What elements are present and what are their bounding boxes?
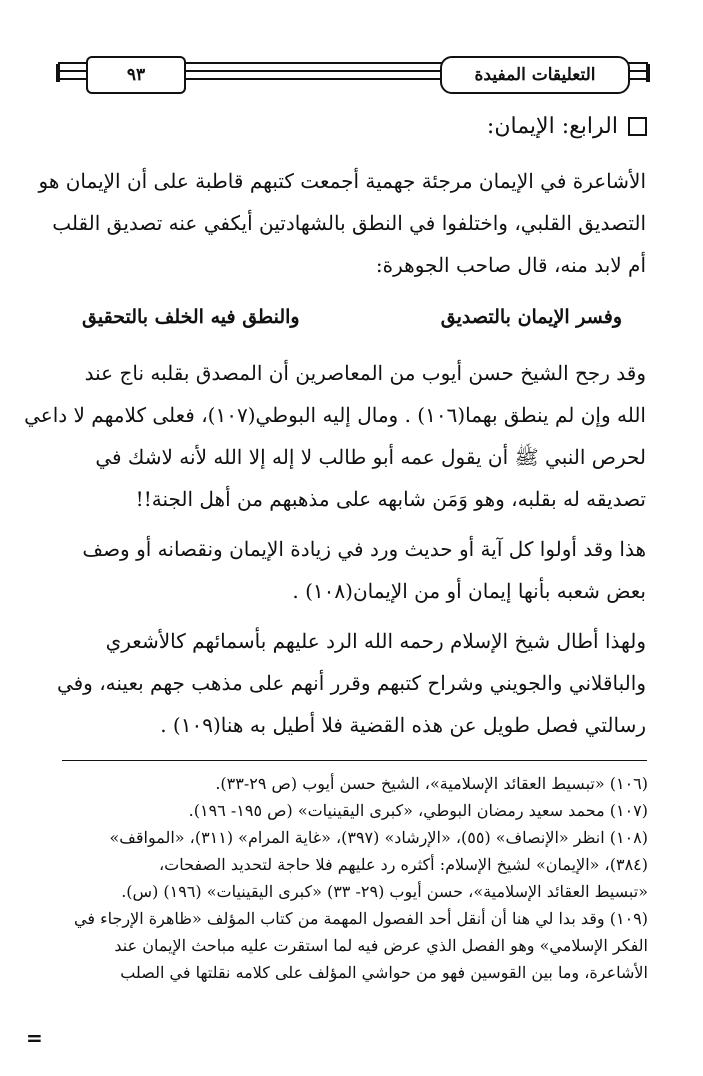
footnote-separator <box>62 760 647 761</box>
text-line: رسالتي فصل طويل عن هذه القضية فلا أطيل به هنا(١٠٩) . <box>160 713 646 737</box>
page-number: ٩٣ <box>86 56 186 94</box>
header-rule-end <box>646 64 650 82</box>
verse-first-hemistich: وفسر الإيمان بالتصديق <box>440 306 622 328</box>
poetry-verse <box>82 306 622 328</box>
square-bullet-icon <box>628 117 647 136</box>
verse-second-hemistich: والنطق فيه الخلف بالتحقيق <box>82 306 300 328</box>
footnote-line: (١٠٦) «تبسيط العقائد الإسلامية»، الشيخ حسن أيوب (ص ٢٩-٣٣). <box>215 774 648 793</box>
text-line: أم لابد منه، قال صاحب الجوهرة: <box>375 253 646 277</box>
footnote-line: (١٠٩) وقد بدا لي هنا أن أنقل أحد الفصول المهمة من كتاب المؤلف «ظاهرة الإرجاء في <box>74 909 648 928</box>
section-heading <box>487 114 647 139</box>
text-line: التصديق القلبي، واختلفوا في النطق بالشهادتين أيكفي عنه تصديق القلب <box>52 211 646 235</box>
text-line: تصديقه له بقلبه، وهو وَمَن شابهه على مذهبهم من أهل الجنة!! <box>135 487 646 511</box>
paragraph <box>56 620 646 746</box>
paragraph <box>24 352 646 520</box>
footnote-line: الأشاعرة، وما بين القوسين فهو من حواشي المؤلف على كلامه نقلتها في الصلب <box>120 963 648 982</box>
text-line: الله وإن لم ينطق بهما(١٠٦) . ومال إليه البوطي(١٠٧)، فعلى كلامهم لا داعي <box>24 403 646 427</box>
footnotes <box>58 770 648 986</box>
text-line: ولهذا أطال شيخ الإسلام رحمه الله الرد عليهم بأسمائهم كالأشعري <box>105 629 646 653</box>
continuation-mark: = <box>26 1026 43 1050</box>
paragraph <box>38 160 646 286</box>
text-line: لحرص النبي ﷺ أن يقول عمه أبو طالب لا إله إلا الله لأنه لاشك في <box>95 445 646 469</box>
text-line: والباقلاني والجويني وشراح كتبهم وقرر أنهم على مذهب جهم بعينه، وفي <box>56 671 646 695</box>
section-title: الرابع: الإيمان: <box>486 114 618 139</box>
text-line: الأشاعرة في الإيمان مرجئة جهمية أجمعت كتبهم قاطبة على أن الإيمان هو <box>38 169 646 193</box>
header-rule-end <box>56 64 60 82</box>
paragraph <box>62 528 646 612</box>
running-title: التعليقات المفيدة <box>440 56 630 94</box>
footnote-line: (١٠٧) محمد سعيد رمضان البوطي، «كبرى اليقينيات» (ص ١٩٥- ١٩٦). <box>188 801 648 820</box>
footnote-line: «تبسيط العقائد الإسلامية»، حسن أيوب (٢٩- ٣٣) «كبرى اليقينيات» (١٩٦) (س). <box>121 882 648 901</box>
text-line: هذا وقد أولوا كل آية أو حديث ورد في زيادة الإيمان ونقصانه أو وصف <box>82 537 646 561</box>
text-line: بعض شعبه بأنها إيمان أو من الإيمان(١٠٨) . <box>292 579 646 603</box>
footnote-line: الفكر الإسلامي» وهو الفصل الذي عرض فيه لما استقرت عليه مباحث الإيمان عند <box>114 936 648 955</box>
page-header <box>58 52 648 96</box>
footnote-line: (١٠٨) انظر «الإنصاف» (٥٥)، «الإرشاد» (٣٩٧)، «غاية المرام» (٣١١)، «المواقف» <box>109 828 648 847</box>
footnote-line: (٣٨٤)، «الإيمان» لشيخ الإسلام: أكثره رد عليهم فلا حاجة لتحديد الصفحات، <box>159 855 648 874</box>
text-line: وقد رجح الشيخ حسن أيوب من المعاصرين أن المصدق بقلبه ناج عند <box>84 361 646 385</box>
